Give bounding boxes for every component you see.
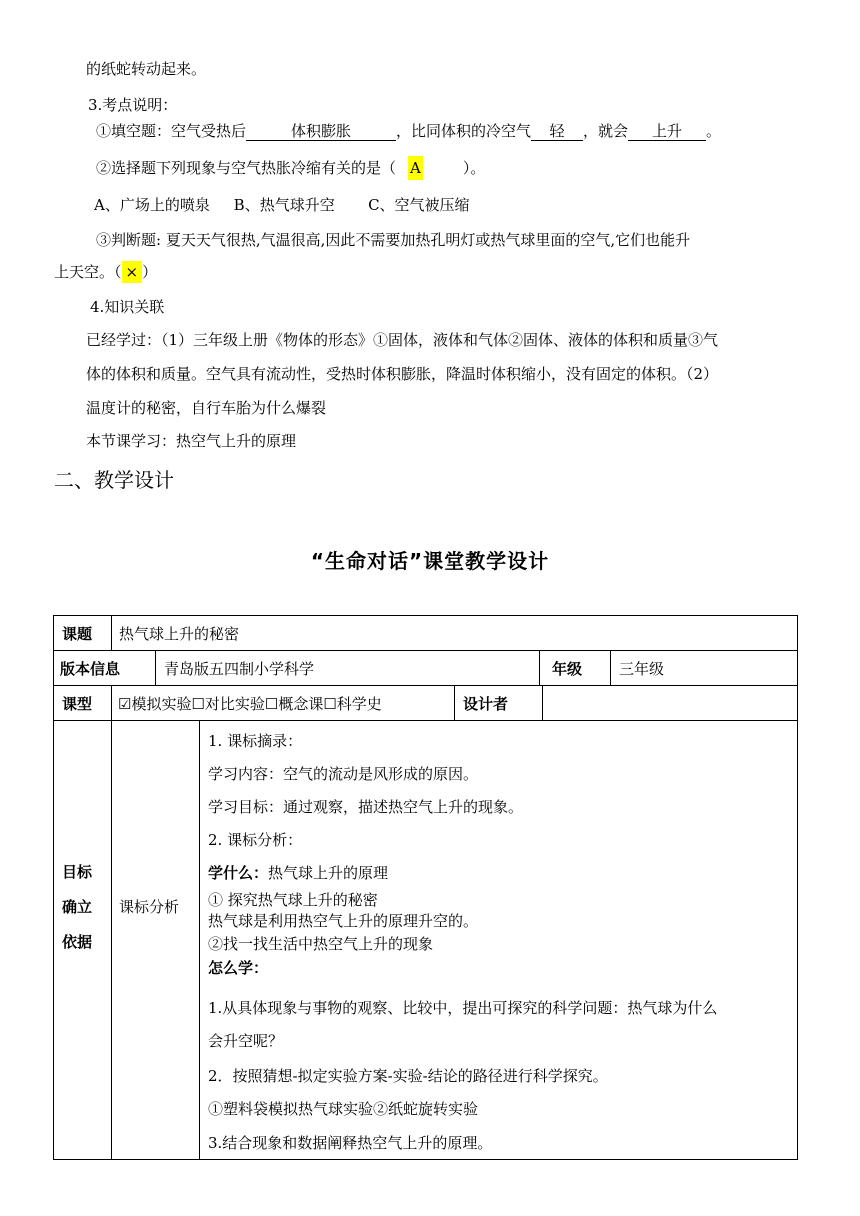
fill-blank-3: 上升 [628, 122, 706, 141]
cell-type-label [53, 685, 112, 721]
cell-topic-label [53, 615, 112, 651]
section-heading: 二、教学设计 [54, 468, 174, 492]
fill-mid: ，比同体积的冷空气 [396, 122, 532, 140]
cell-grade-label [539, 650, 611, 686]
judge-prefix: 上天空。（ [54, 263, 122, 281]
type-label: 课型 [62, 695, 93, 713]
choice-options: A、广场上的喷泉 B、热气球升空 C、空气被压缩 [94, 196, 470, 214]
cell-designer-value [542, 685, 798, 721]
section-label-kp: 3.考点说明： [88, 96, 178, 114]
topic-value: 热气球上升的秘密 [119, 625, 240, 643]
fill-end: 。 [706, 122, 722, 140]
choice-suffix: ）。 [462, 159, 486, 177]
content-line: 2．按照猜想-拟定实验方案-实验-结论的路径进行科学探究。 [208, 1067, 608, 1085]
content-line: 学习内容：空气的流动是风形成的原因。 [208, 765, 479, 783]
fill-blank-1: 体积膨胀 [246, 122, 396, 141]
sub-label: 课标分析 [119, 898, 180, 916]
judge-suffix: ） [142, 263, 158, 281]
content-line: ① 探究热气球上升的秘密 [208, 891, 378, 909]
cell-sub-label [111, 720, 200, 1160]
content-line: 学习目标：通过观察，描述热空气上升的现象。 [208, 798, 524, 816]
paragraph-line: 的纸蛇转动起来。 [86, 60, 207, 78]
choice-answer: A [408, 156, 423, 180]
judge-answer: × [122, 261, 143, 283]
content-text: 热气球上升的原理 [268, 864, 389, 882]
cell-version-value [155, 650, 540, 686]
content-line: ②找一找生活中热空气上升的现象 [208, 935, 434, 953]
content-line: 会升空呢？ [208, 1032, 284, 1050]
fill-blank-2: 轻 [531, 122, 583, 141]
cell-version-label [53, 650, 156, 686]
paragraph-line: 温度计的秘密，自行车胎为什么爆裂 [86, 399, 327, 417]
content-line: ①塑料袋模拟热气球实验②纸蛇旋转实验 [208, 1100, 479, 1118]
content-line: 热气球是利用热空气上升的原理升空的。 [208, 912, 479, 930]
section-label-kr: 4.知识关联 [90, 298, 165, 316]
cell-designer-label [454, 685, 543, 721]
cell-type-value [111, 685, 455, 721]
content-line: 1. 课标摘录： [208, 732, 303, 750]
paragraph-line: 本节课学习：热空气上升的原理 [86, 432, 297, 450]
choice-prefix: ②选择题下列现象与空气热胀冷缩有关的是（ [96, 159, 397, 177]
paragraph-line: 体的体积和质量。空气具有流动性，受热时体积膨胀，降温时体积缩小，没有固定的体积。（2） [86, 365, 719, 383]
goal-label-1: 目标 [62, 863, 93, 881]
content-line [208, 863, 388, 883]
content-bold-label: 学什么： [208, 864, 269, 882]
content-line: 2. 课标分析： [208, 831, 303, 849]
grade-label: 年级 [552, 660, 583, 678]
content-bold-label: 怎么学： [208, 959, 269, 977]
judge-question: ③判断题: 夏天天气很热,气温很高,因此不需要加热孔明灯或热气球里面的空气,它们也能升 [96, 231, 691, 249]
content-line: 1.从具体现象与事物的观察、比较中，提出可探究的科学问题：热气球为什么 [208, 999, 718, 1017]
cell-topic-value [111, 615, 798, 651]
grade-value: 三年级 [619, 660, 665, 678]
goal-label-3: 依据 [62, 933, 93, 951]
fill-prefix: ①填空题：空气受热后 [96, 122, 247, 140]
paragraph-line: 已经学过：（1）三年级上册《物体的形态》①固体，液体和气体②固体、液体的体积和质量③气 [86, 331, 719, 349]
type-value: ☑模拟实验☐对比实验☐概念课☐科学史 [118, 695, 382, 713]
designer-label: 设计者 [463, 695, 509, 713]
content-line: 3.结合现象和数据阐释热空气上升的原理。 [208, 1134, 493, 1152]
document-title: “生命对话”课堂教学设计 [310, 549, 550, 573]
cell-goal-label [53, 720, 112, 1160]
version-value: 青岛版五四制小学科学 [164, 660, 315, 678]
topic-label: 课题 [62, 625, 93, 643]
cell-content [199, 720, 798, 1160]
cell-grade-value [610, 650, 798, 686]
version-label: 版本信息 [60, 660, 121, 678]
fill-mid2: ，就会 [583, 122, 629, 140]
goal-label-2: 确立 [62, 898, 93, 916]
